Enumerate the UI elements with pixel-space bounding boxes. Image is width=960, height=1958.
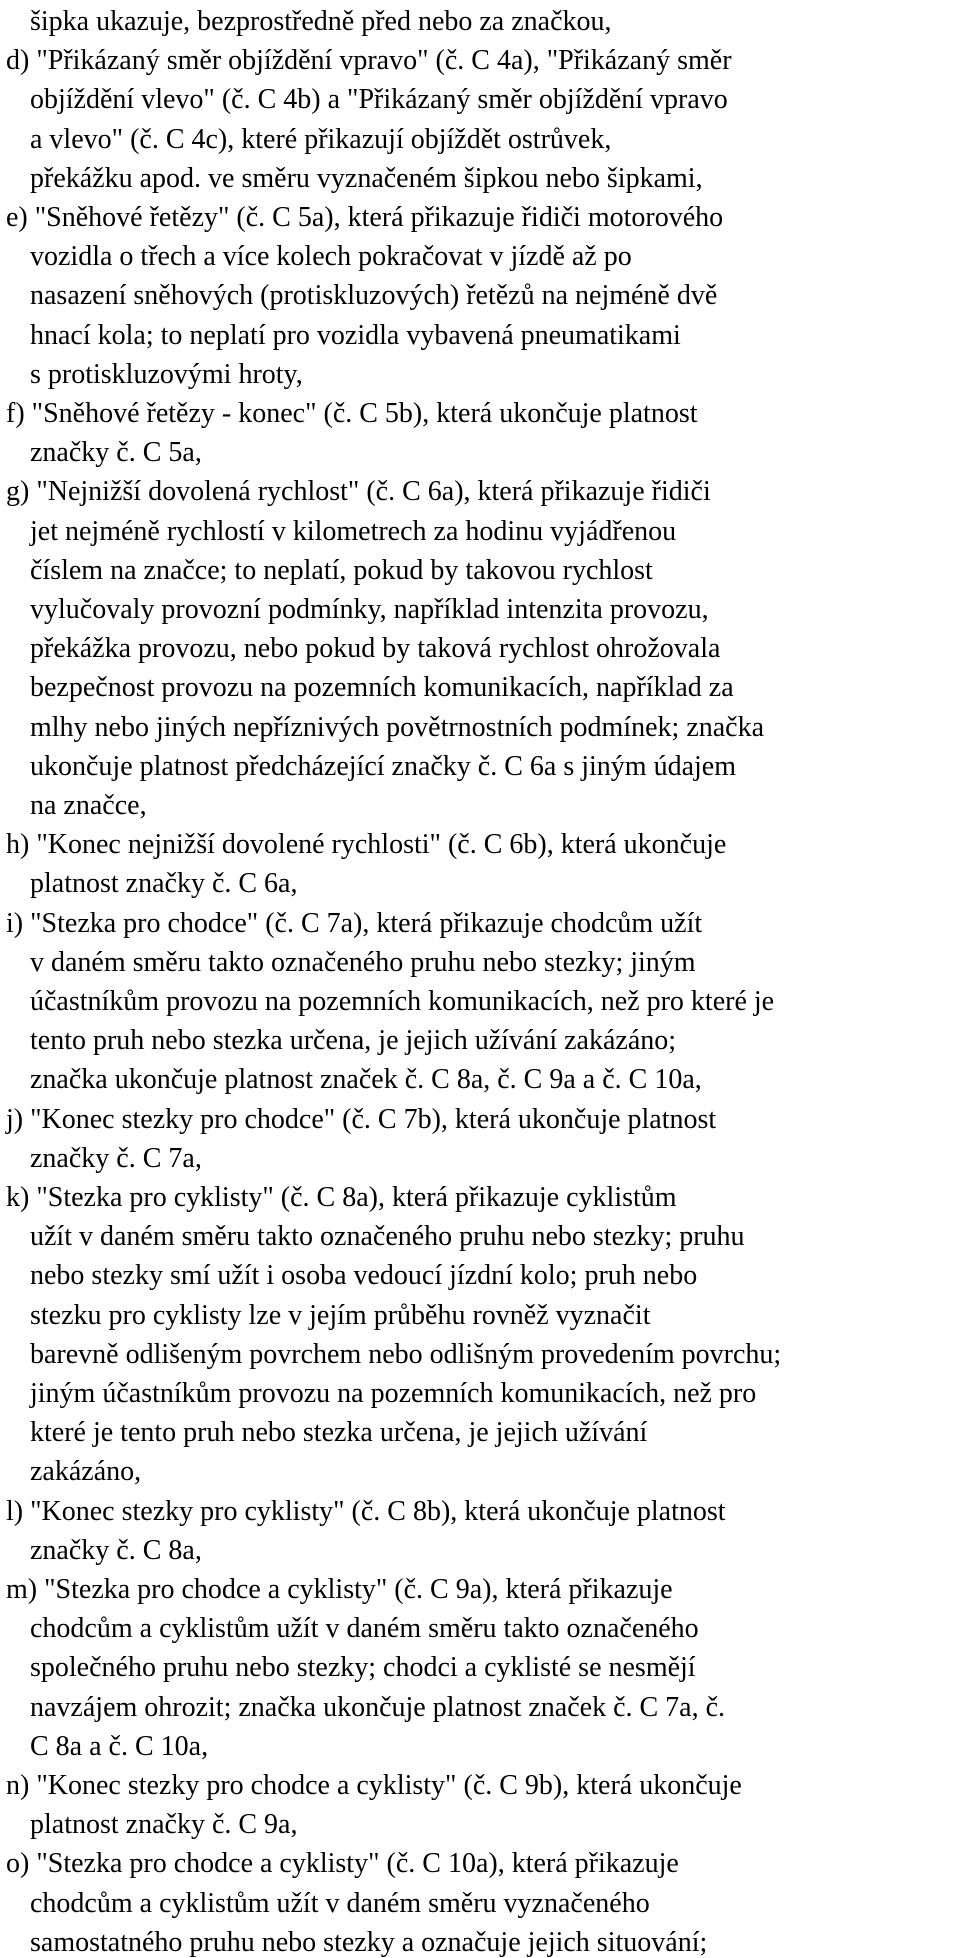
text-line: nebo stezky smí užít i osoba vedoucí jízdní kolo; pruh nebo [30,1260,698,1291]
text-line: značky č. C 7a, [30,1143,202,1174]
text-line: g) "Nejnižší dovolená rychlost" (č. C 6a), která přikazuje řidiči [6,476,711,507]
text-line: a vlevo" (č. C 4c), které přikazují objíždět ostrůvek, [30,124,612,155]
text-line: chodcům a cyklistům užít v daném směru vyznačeného [30,1888,650,1919]
text-line: hnací kola; to neplatí pro vozidla vybavená pneumatikami [30,320,681,351]
text-line: překážku apod. ve směru vyznačeném šipkou nebo šipkami, [30,163,703,194]
text-line: platnost značky č. C 6a, [30,868,298,899]
text-line: značky č. C 5a, [30,437,202,468]
text-line: na značce, [30,790,147,821]
text-line: číslem na značce; to neplatí, pokud by takovou rychlost [30,555,653,586]
text-line: n) "Konec stezky pro chodce a cyklisty" (č. C 9b), která ukončuje [6,1770,742,1801]
text-line: tento pruh nebo stezka určena, je jejich užívání zakázáno; [30,1025,677,1056]
text-line: platnost značky č. C 9a, [30,1809,298,1840]
text-line: s protiskluzovými hroty, [30,359,303,390]
text-line: v daném směru takto označeného pruhu nebo stezky; jiným [30,947,696,978]
text-line: účastníkům provozu na pozemních komunikacích, než pro které je [30,986,775,1017]
text-line: bezpečnost provozu na pozemních komunikacích, například za [30,672,734,703]
text-line: k) "Stezka pro cyklisty" (č. C 8a), která přikazuje cyklistům [6,1182,677,1213]
text-line: navzájem ohrozit; značka ukončuje platnost značek č. C 7a, č. [30,1692,726,1723]
text-line: zakázáno, [30,1456,142,1487]
text-line: d) "Přikázaný směr objíždění vpravo" (č. C 4a), "Přikázaný směr [6,45,732,76]
text-line: ukončuje platnost předcházející značky č. C 6a s jiným údajem [30,751,736,782]
text-line: nasazení sněhových (protiskluzových) řetězů na nejméně dvě [30,280,718,311]
text-line: užít v daném směru takto označeného pruhu nebo stezky; pruhu [30,1221,745,1252]
text-line: l) "Konec stezky pro cyklisty" (č. C 8b), která ukončuje platnost [6,1496,726,1527]
text-line: objíždění vlevo" (č. C 4b) a "Přikázaný směr objíždění vpravo [30,84,728,115]
text-line: šipka ukazuje, bezprostředně před nebo za značkou, [30,6,612,37]
text-line: chodcům a cyklistům užít v daném směru takto označeného [30,1613,699,1644]
text-line: jiným účastníkům provozu na pozemních komunikacích, než pro [30,1378,757,1409]
text-line: vylučovaly provozní podmínky, například intenzita provozu, [30,594,709,625]
text-line: barevně odlišeným povrchem nebo odlišným provedením povrchu; [30,1339,782,1370]
text-line: stezku pro cyklisty lze v jejím průběhu rovněž vyznačit [30,1300,651,1331]
text-line: f) "Sněhové řetězy - konec" (č. C 5b), která ukončuje platnost [6,398,698,429]
text-line: které je tento pruh nebo stezka určena, je jejich užívání [30,1417,648,1448]
text-line: samostatného pruhu nebo stezky a označuje jejich situování; [30,1927,708,1958]
text-line: m) "Stezka pro chodce a cyklisty" (č. C 9a), která přikazuje [6,1574,673,1605]
text-line: h) "Konec nejnižší dovolené rychlosti" (č. C 6b), která ukončuje [6,829,727,860]
text-line: značky č. C 8a, [30,1535,202,1566]
text-line: j) "Konec stezky pro chodce" (č. C 7b), která ukončuje platnost [6,1104,717,1135]
text-line: i) "Stezka pro chodce" (č. C 7a), která přikazuje chodcům užít [6,908,703,939]
text-line: značka ukončuje platnost značek č. C 8a, č. C 9a a č. C 10a, [30,1064,702,1095]
text-line: mlhy nebo jiných nepříznivých povětrnostních podmínek; značka [30,712,765,743]
text-line: překážka provozu, nebo pokud by taková rychlost ohrožovala [30,633,721,664]
text-line: o) "Stezka pro chodce a cyklisty" (č. C 10a), která přikazuje [6,1848,679,1879]
text-line: e) "Sněhové řetězy" (č. C 5a), která přikazuje řidiči motorového [6,202,724,233]
text-line: C 8a a č. C 10a, [30,1731,209,1762]
text-line: jet nejméně rychlostí v kilometrech za hodinu vyjádřenou [30,516,677,547]
text-line: společného pruhu nebo stezky; chodci a cyklisté se nesmějí [30,1652,696,1683]
text-line: vozidla o třech a více kolech pokračovat v jízdě až po [30,241,632,272]
